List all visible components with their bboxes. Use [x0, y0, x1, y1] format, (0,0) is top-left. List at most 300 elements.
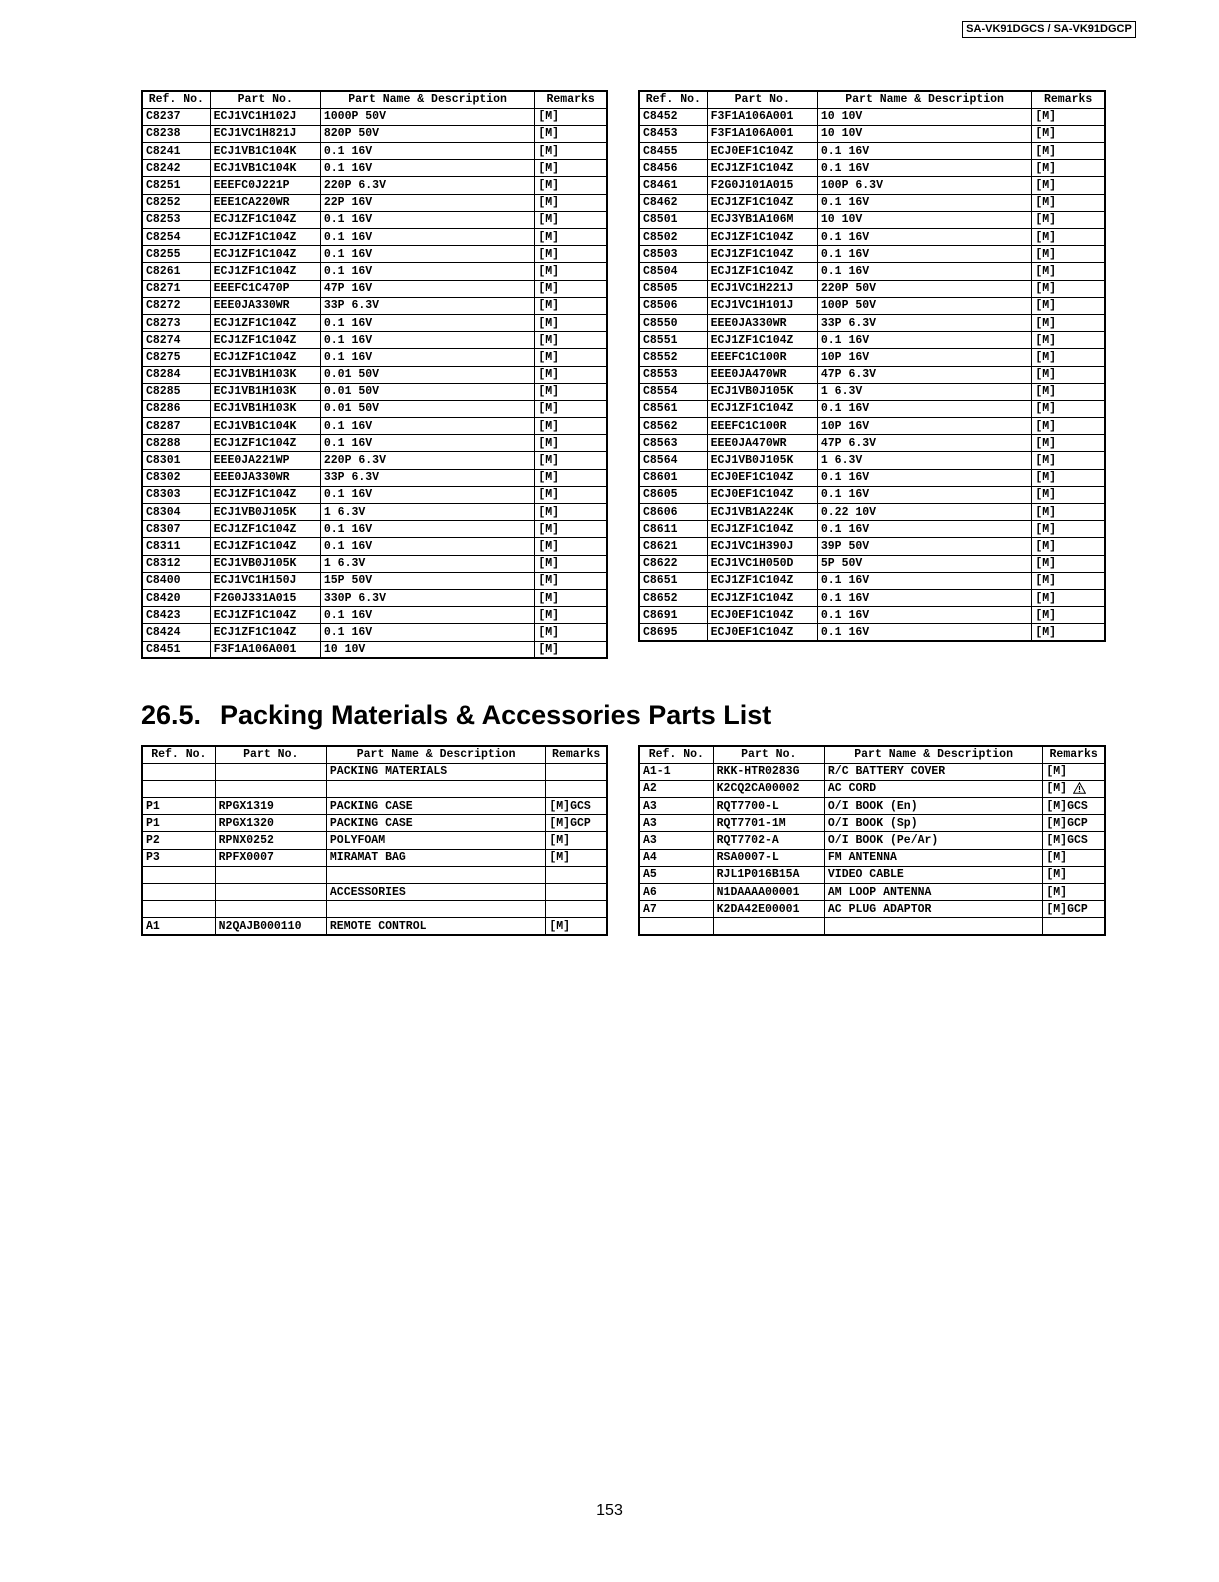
cell-text: C8606	[643, 505, 678, 519]
cell-text: [M]GCS	[1046, 799, 1088, 813]
cell-ref-no	[142, 125, 210, 142]
cell-text: FM ANTENNA	[827, 851, 897, 865]
cell-text: P3	[146, 851, 160, 865]
cell-text: [M]	[1046, 765, 1068, 779]
cell-description	[817, 624, 1031, 641]
cell-part-no	[210, 314, 320, 331]
cell-text: 0.1 16V	[323, 539, 373, 553]
table-row	[142, 504, 607, 521]
cell-text: 0.1 16V	[323, 350, 373, 364]
cell-text: C8553	[643, 368, 678, 382]
cell-ref-no	[639, 849, 713, 866]
cell-text: [M]	[538, 264, 560, 278]
cell-text: ECJ0EF1C104Z	[710, 488, 794, 502]
cell-text: F3F1A106A001	[710, 110, 794, 124]
cell-ref-no	[639, 624, 707, 641]
cell-text: 0.1 16V	[820, 608, 870, 622]
cell-remarks	[535, 383, 607, 400]
table-row	[142, 884, 607, 901]
cell-text: C8287	[146, 419, 181, 433]
cell-description	[824, 798, 1042, 815]
cell-description	[320, 143, 534, 160]
cell-part-no	[210, 607, 320, 624]
cell-ref-no	[142, 383, 210, 400]
cell-text: C8254	[146, 230, 181, 244]
table-row	[639, 901, 1105, 918]
cell-description	[320, 246, 534, 263]
table-row	[639, 297, 1105, 314]
cell-part-no	[210, 125, 320, 142]
table-row	[639, 918, 1105, 935]
cell-description	[817, 314, 1031, 331]
cell-description	[817, 177, 1031, 194]
cell-part-no	[707, 177, 817, 194]
cell-text: 820P 50V	[323, 127, 380, 141]
cell-description	[817, 435, 1031, 452]
cell-remarks	[535, 589, 607, 606]
cell-remarks	[535, 452, 607, 469]
cell-text: [M]	[1035, 316, 1057, 330]
cell-text: ECJ1ZF1C104Z	[213, 488, 297, 502]
cell-remarks	[546, 901, 607, 918]
cell-ref-no	[142, 400, 210, 417]
cell-ref-no	[142, 884, 215, 901]
cell-text: C8423	[146, 608, 181, 622]
table-row	[639, 452, 1105, 469]
cell-text: [M]	[538, 213, 560, 227]
table-row	[639, 849, 1105, 866]
cell-text: A3	[643, 816, 657, 830]
cell-text: [M]	[1035, 419, 1057, 433]
cell-text: 33P 6.3V	[323, 299, 380, 313]
cell-text: 0.1 16V	[820, 574, 870, 588]
cell-text: K2DA42E00001	[716, 902, 800, 916]
cell-text: ECJ1ZF1C104Z	[213, 436, 297, 450]
cell-text: ECJ1ZF1C104Z	[213, 264, 297, 278]
cell-remarks	[1032, 383, 1105, 400]
cell-text: C8424	[146, 625, 181, 639]
cell-text: C8550	[643, 316, 678, 330]
cell-text: A1-1	[643, 765, 671, 779]
column-header-part-no: Part No.	[707, 91, 817, 108]
cell-part-no	[707, 521, 817, 538]
cell-description	[320, 366, 534, 383]
cell-text: EEE0JA330WR	[213, 471, 290, 485]
table-row	[142, 901, 607, 918]
table-row	[142, 229, 607, 246]
cell-remarks	[1032, 538, 1105, 555]
column-header-ref-no: Ref. No.	[639, 746, 713, 763]
cell-text: EEEFC1C100R	[710, 419, 787, 433]
cell-remarks	[535, 607, 607, 624]
cell-description	[817, 160, 1031, 177]
cell-text: [M]	[1035, 454, 1057, 468]
cell-text: ECJ1VC1H050D	[710, 557, 794, 571]
cell-text: N2QAJB000110	[218, 919, 302, 933]
table-header-row	[639, 746, 1105, 763]
cell-text: [M]	[538, 642, 560, 656]
cell-description	[817, 349, 1031, 366]
cell-part-no	[713, 918, 824, 935]
cell-ref-no	[639, 918, 713, 935]
cell-description	[320, 538, 534, 555]
column-header-description: Part Name & Description	[824, 746, 1042, 763]
cell-ref-no	[142, 332, 210, 349]
cell-part-no	[215, 798, 326, 815]
cell-part-no	[707, 366, 817, 383]
table-row	[142, 143, 607, 160]
cell-remarks	[535, 538, 607, 555]
cell-ref-no	[142, 866, 215, 883]
cell-remarks	[1032, 160, 1105, 177]
cell-description	[817, 504, 1031, 521]
cell-text: EEE0JA330WR	[213, 299, 290, 313]
table-row	[639, 780, 1105, 797]
cell-part-no	[215, 763, 326, 780]
cell-text: ECJ0EF1C104Z	[710, 608, 794, 622]
cell-part-no	[707, 125, 817, 142]
table-row	[639, 435, 1105, 452]
cell-text: ECJ1VB1C104K	[213, 161, 297, 175]
cell-remarks	[535, 521, 607, 538]
table-row	[639, 332, 1105, 349]
cell-remarks	[1032, 418, 1105, 435]
cell-description	[320, 589, 534, 606]
cell-text: 0.22 10V	[820, 505, 877, 519]
cell-ref-no	[142, 177, 210, 194]
cell-remarks	[535, 469, 607, 486]
cell-ref-no	[142, 435, 210, 452]
cell-text: [M]	[1046, 868, 1068, 882]
cell-remarks	[535, 349, 607, 366]
cell-description	[817, 589, 1031, 606]
cell-text: C8563	[643, 436, 678, 450]
cell-text: C8271	[146, 282, 181, 296]
cell-text: ECJ1VC1H101J	[710, 299, 794, 313]
cell-part-no	[707, 263, 817, 280]
cell-remarks	[1032, 177, 1105, 194]
cell-description	[320, 194, 534, 211]
cell-part-no	[210, 177, 320, 194]
cell-remarks	[1043, 849, 1105, 866]
cell-description	[320, 211, 534, 228]
cell-text: ECJ1ZF1C104Z	[710, 522, 794, 536]
cell-text: [M]	[1035, 574, 1057, 588]
cell-part-no	[707, 108, 817, 125]
table-row	[639, 160, 1105, 177]
cell-description	[326, 815, 545, 832]
cell-part-no	[713, 901, 824, 918]
cell-text: ECJ1VB1C104K	[213, 144, 297, 158]
cell-text: 47P 6.3V	[820, 368, 877, 382]
cell-text: ACCESSORIES	[329, 885, 406, 899]
cell-part-no	[707, 589, 817, 606]
cell-text: [M]	[1035, 471, 1057, 485]
cell-part-no	[210, 383, 320, 400]
cell-text: [M]	[1046, 885, 1068, 899]
cell-part-no	[707, 452, 817, 469]
table-row	[142, 572, 607, 589]
cell-ref-no	[142, 280, 210, 297]
cell-text: 39P 50V	[820, 539, 870, 553]
cell-text: [M]	[538, 436, 560, 450]
cell-part-no	[210, 246, 320, 263]
cell-text: [M]	[538, 144, 560, 158]
cell-text: 0.1 16V	[323, 316, 373, 330]
cell-text: EEEFC1C470P	[213, 282, 290, 296]
cell-ref-no	[142, 607, 210, 624]
cell-text: [M]	[1035, 282, 1057, 296]
cell-remarks	[1032, 452, 1105, 469]
cell-text: C8420	[146, 591, 181, 605]
cell-part-no	[210, 143, 320, 160]
table-row	[639, 589, 1105, 606]
cell-remarks	[535, 143, 607, 160]
cell-description	[817, 572, 1031, 589]
cell-part-no	[707, 400, 817, 417]
cell-description	[320, 624, 534, 641]
cell-text: EEEFC0J221P	[213, 179, 290, 193]
cell-description	[817, 246, 1031, 263]
packing-table-right	[638, 745, 1106, 936]
column-header-part-no: Part No.	[215, 746, 326, 763]
cell-part-no	[215, 832, 326, 849]
cell-text: C8691	[643, 608, 678, 622]
cell-text: EEEFC1C100R	[710, 350, 787, 364]
cell-text: C8251	[146, 179, 181, 193]
cell-ref-no	[142, 486, 210, 503]
cell-part-no	[713, 763, 824, 780]
cell-text: [M]	[1035, 230, 1057, 244]
cell-ref-no	[639, 366, 707, 383]
cell-ref-no	[142, 780, 215, 797]
cell-text: A1	[146, 919, 160, 933]
cell-remarks	[1032, 486, 1105, 503]
cell-ref-no	[639, 538, 707, 555]
cell-remarks	[535, 314, 607, 331]
table-row	[142, 177, 607, 194]
cell-text: [M]	[1035, 522, 1057, 536]
cell-part-no	[215, 780, 326, 797]
cell-remarks	[535, 366, 607, 383]
cell-text: C8651	[643, 574, 678, 588]
packing-table-left	[141, 745, 608, 936]
cell-text: 1000P 50V	[323, 110, 386, 124]
cell-part-no	[707, 229, 817, 246]
cell-description	[320, 314, 534, 331]
table-row	[142, 418, 607, 435]
cell-text: ECJ1VC1H221J	[710, 282, 794, 296]
table-row	[142, 366, 607, 383]
cell-remarks	[1043, 832, 1105, 849]
section-title	[141, 700, 771, 731]
cell-description	[320, 504, 534, 521]
cell-text: [M]	[538, 350, 560, 364]
cell-description	[320, 641, 534, 658]
cell-part-no	[713, 780, 824, 797]
table-row	[639, 366, 1105, 383]
cell-text: [M]	[538, 488, 560, 502]
cell-ref-no	[639, 572, 707, 589]
cell-text: RQT7700-L	[716, 799, 779, 813]
cell-ref-no	[639, 884, 713, 901]
cell-part-no	[210, 452, 320, 469]
cell-remarks	[535, 486, 607, 503]
cell-text: 0.1 16V	[820, 522, 870, 536]
cell-text: ECJ1ZF1C104Z	[710, 196, 794, 210]
cell-part-no	[210, 435, 320, 452]
cell-description	[817, 280, 1031, 297]
cell-text: 1 6.3V	[323, 557, 366, 571]
cell-text: 0.01 50V	[323, 385, 380, 399]
cell-description	[320, 452, 534, 469]
cell-text: 10 10V	[820, 110, 863, 124]
cell-text: ECJ1ZF1C104Z	[213, 230, 297, 244]
column-header-description: Part Name & Description	[320, 91, 534, 108]
column-header-remarks: Remarks	[546, 746, 607, 763]
cell-text: F3F1A106A001	[213, 642, 297, 656]
cell-text: 0.1 16V	[323, 264, 373, 278]
cell-ref-no	[639, 143, 707, 160]
parts-table-left	[141, 90, 608, 659]
cell-text: 33P 6.3V	[323, 471, 380, 485]
column-header-ref-no: Ref. No.	[142, 746, 215, 763]
cell-remarks	[1032, 504, 1105, 521]
cell-text: [M]	[538, 625, 560, 639]
cell-description	[320, 160, 534, 177]
cell-text: C8452	[643, 110, 678, 124]
cell-description	[326, 798, 545, 815]
cell-part-no	[215, 884, 326, 901]
cell-ref-no	[639, 435, 707, 452]
cell-text: [M]	[1035, 333, 1057, 347]
section-heading: Packing Materials & Accessories Parts List	[220, 700, 772, 730]
cell-remarks	[546, 849, 607, 866]
cell-text: [M]	[538, 110, 560, 124]
cell-text: 10 10V	[323, 642, 366, 656]
cell-ref-no	[142, 763, 215, 780]
cell-text: ECJ1ZF1C104Z	[213, 333, 297, 347]
table-row	[142, 832, 607, 849]
cell-text: C8241	[146, 144, 181, 158]
cell-text: 10 10V	[820, 127, 863, 141]
cell-remarks	[535, 125, 607, 142]
cell-remarks	[546, 866, 607, 883]
cell-ref-no	[142, 798, 215, 815]
cell-remarks	[1032, 332, 1105, 349]
cell-text: C8621	[643, 539, 678, 553]
cell-part-no	[707, 624, 817, 641]
cell-ref-no	[142, 314, 210, 331]
cell-text: MIRAMAT BAG	[329, 851, 406, 865]
cell-text: RPGX1319	[218, 799, 274, 813]
cell-text: C8252	[146, 196, 181, 210]
cell-ref-no	[142, 211, 210, 228]
cell-description	[320, 521, 534, 538]
cell-part-no	[210, 211, 320, 228]
cell-remarks	[535, 624, 607, 641]
cell-remarks	[535, 332, 607, 349]
cell-description	[326, 849, 545, 866]
cell-text: 0.1 16V	[820, 264, 870, 278]
cell-part-no	[713, 866, 824, 883]
cell-ref-no	[142, 108, 210, 125]
cell-description	[320, 486, 534, 503]
cell-part-no	[707, 194, 817, 211]
cell-text: [M]GCS	[549, 799, 591, 813]
cell-ref-no	[639, 486, 707, 503]
cell-text: C8303	[146, 488, 181, 502]
cell-ref-no	[142, 918, 215, 935]
cell-part-no	[707, 143, 817, 160]
cell-text: 0.1 16V	[323, 522, 373, 536]
cell-remarks	[1032, 589, 1105, 606]
cell-text: [M]	[538, 539, 560, 553]
table-row	[142, 641, 607, 658]
cell-text: 0.1 16V	[820, 230, 870, 244]
cell-part-no	[707, 504, 817, 521]
cell-text: ECJ1VB0J105K	[710, 385, 794, 399]
cell-text: 0.1 16V	[323, 488, 373, 502]
table-row	[142, 815, 607, 832]
cell-text: [M]	[538, 299, 560, 313]
cell-text: REMOTE CONTROL	[329, 919, 427, 933]
cell-part-no	[210, 589, 320, 606]
cell-ref-no	[639, 469, 707, 486]
cell-ref-no	[142, 263, 210, 280]
cell-text: C8304	[146, 505, 181, 519]
cell-text: 0.1 16V	[820, 196, 870, 210]
cell-text: 0.1 16V	[323, 247, 373, 261]
cell-ref-no	[142, 832, 215, 849]
cell-ref-no	[639, 866, 713, 883]
cell-text: ECJ0EF1C104Z	[710, 144, 794, 158]
cell-text: C8462	[643, 196, 678, 210]
table-row	[639, 349, 1105, 366]
cell-text: C8288	[146, 436, 181, 450]
column-header-description: Part Name & Description	[326, 746, 545, 763]
cell-description	[320, 555, 534, 572]
cell-text: EEE0JA470WR	[710, 436, 787, 450]
cell-text: C8237	[146, 110, 181, 124]
cell-text: POLYFOAM	[329, 834, 386, 848]
cell-ref-no	[142, 246, 210, 263]
cell-text: C8554	[643, 385, 678, 399]
cell-description	[817, 211, 1031, 228]
cell-remarks	[1032, 194, 1105, 211]
cell-remarks	[535, 435, 607, 452]
cell-remarks	[1043, 798, 1105, 815]
cell-ref-no	[142, 452, 210, 469]
cell-ref-no	[639, 798, 713, 815]
table-row	[639, 624, 1105, 641]
cell-description	[320, 108, 534, 125]
cell-description	[817, 125, 1031, 142]
table-row	[639, 521, 1105, 538]
cell-text: ECJ1ZF1C104Z	[710, 247, 794, 261]
cell-remarks	[1043, 763, 1105, 780]
cell-part-no	[215, 901, 326, 918]
cell-remarks	[546, 763, 607, 780]
cell-text: A6	[643, 885, 657, 899]
cell-text: [M]	[1035, 144, 1057, 158]
cell-remarks	[535, 418, 607, 435]
cell-text: C8562	[643, 419, 678, 433]
cell-text: [M]	[1035, 247, 1057, 261]
cell-ref-no	[639, 332, 707, 349]
cell-ref-no	[639, 349, 707, 366]
cell-text: C8307	[146, 522, 181, 536]
